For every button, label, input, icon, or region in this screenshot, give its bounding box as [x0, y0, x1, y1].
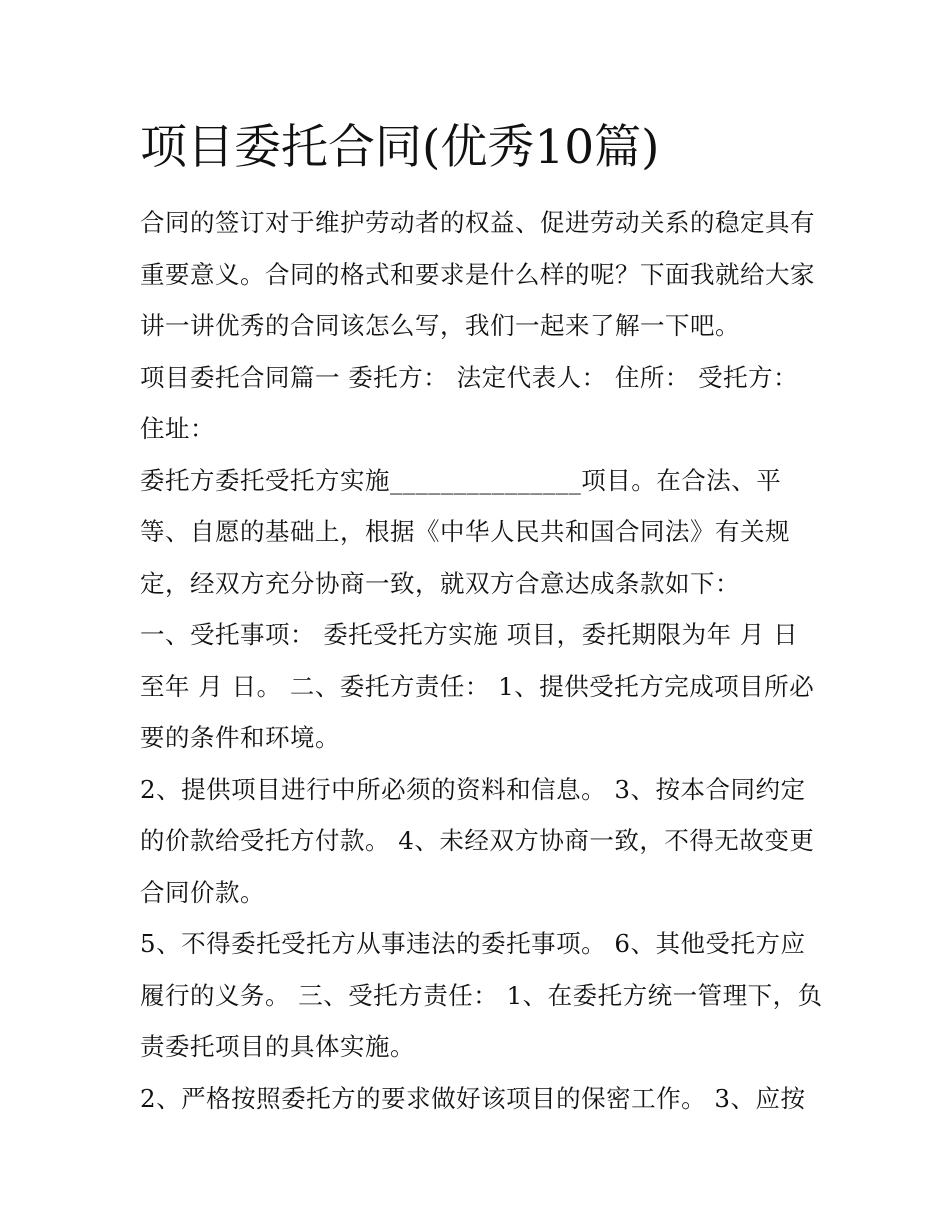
- body-line: 2、严格按照委托方的要求做好该项目的保密工作。 3、应按: [140, 1083, 806, 1113]
- body-line: 等、自愿的基础上，根据《中华人民共和国合同法》有关规: [140, 517, 790, 546]
- body-line: 项目委托合同篇一 委托方： 法定代表人： 住所： 受托方：: [140, 362, 799, 392]
- body-line: 的价款给受托方付款。 4、未经双方协商一致，不得无故变更: [140, 826, 815, 855]
- body-line: 重要意义。合同的格式和要求是什么样的呢？下面我就给大家: [140, 259, 815, 289]
- body-line: 责委托项目的具体实施。: [140, 1032, 415, 1061]
- document-title: 项目委托合同(优秀10篇): [140, 120, 660, 175]
- body-line: 至年 月 日。 二、委托方责任： 1、提供受托方完成项目所必: [140, 671, 815, 701]
- body-line: 合同价款。: [140, 877, 265, 907]
- body-line: 要的条件和环境。: [140, 723, 340, 752]
- body-line: 履行的义务。 三、受托方责任： 1、在委托方统一管理下，负: [140, 980, 823, 1010]
- body-line: 住址：: [140, 414, 215, 443]
- body-line: 一、受托事项： 委托受托方实施 项目，委托期限为年 月 日: [140, 620, 799, 649]
- body-line: 2、提供项目进行中所必须的资料和信息。 3、按本合同约定: [140, 774, 806, 804]
- document-body: [140, 197, 823, 1124]
- body-line: 讲一讲优秀的合同该怎么写，我们一起来了解一下吧。: [140, 311, 740, 340]
- body-line: 定，经双方充分协商一致，就双方合意达成条款如下：: [140, 568, 740, 598]
- body-line: 委托方委托受托方实施_______________项目。在合法、平: [140, 465, 782, 495]
- body-line: 合同的签订对于维护劳动者的权益、促进劳动关系的稳定具有: [140, 208, 815, 237]
- body-line: 5、不得委托受托方从事违法的委托事项。 6、其他受托方应: [140, 929, 806, 958]
